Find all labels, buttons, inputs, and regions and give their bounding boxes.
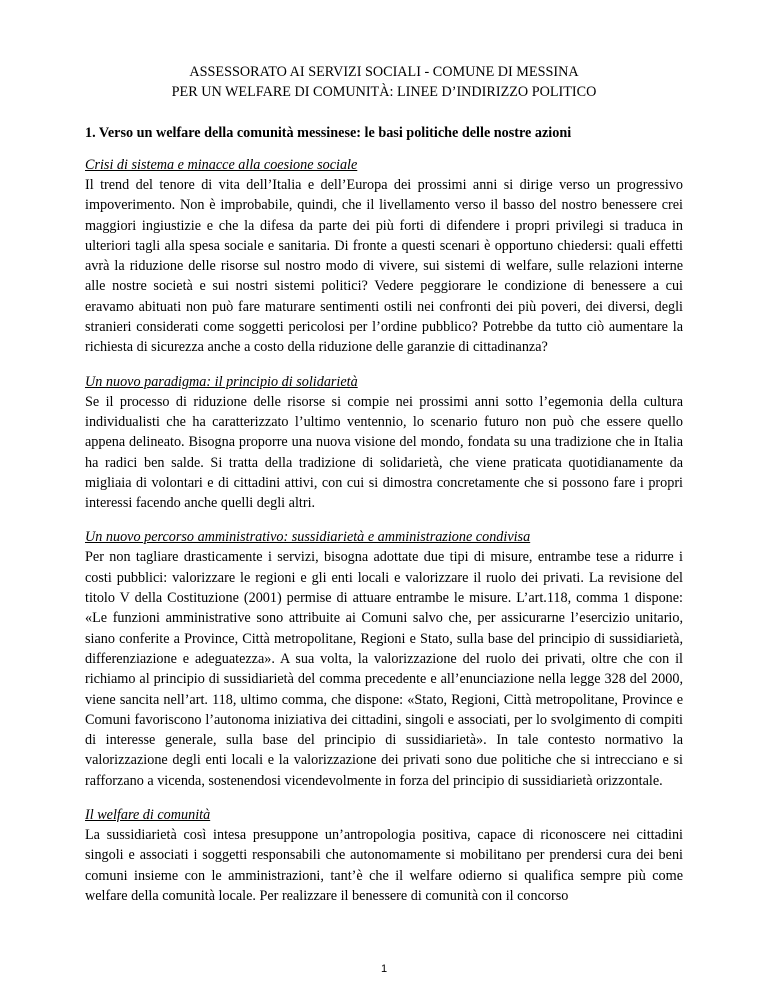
header-line-2: PER UN WELFARE DI COMUNITÀ: LINEE D’INDIRIZZO POLITICO bbox=[171, 84, 597, 100]
section-heading: 1. Verso un welfare della comunità messinese: le basi politiche delle nostre azioni bbox=[85, 125, 572, 141]
subsection-percorso bbox=[85, 527, 683, 791]
header-line-1: ASSESSORATO AI SERVIZI SOCIALI - COMUNE DI MESSINA bbox=[189, 64, 579, 80]
subsection-paradigma bbox=[85, 372, 683, 514]
subsection-welfare bbox=[85, 805, 683, 906]
subsection-title: Il welfare di comunità bbox=[85, 807, 211, 824]
subsection-body: Se il processo di riduzione delle risorse si compie nei prossimi anni sotto l’egemonia della cultura individualisti che ha caratterizzato l’ultimo ventennio, lo scenario futuro non può che essere quello appena delineato. Bisogna proporre una nuova visione del mondo, fondata su una tradizione che in Italia ha radici ben salde. Si tratta della tradizione di solidarietà, che viene praticata quotidianamente da migliaia di volontari e di cittadini attivi, con cui si dimostra concretamente che si possono fare i propri interessi facendo anche quelli degli altri. bbox=[85, 393, 683, 512]
subsection-body: La sussidiarietà così intesa presuppone un’antropologia positiva, capace di riconoscere nei cittadini singoli e associati i soggetti responsabili che autonomamente si mobilitano per prendersi cura dei beni comuni insieme con le amministrazioni, tant’è che il welfare odierno si qualifica sempre più come welfare della comunità locale. Per realizzare il benessere di comunità con il concorso bbox=[85, 827, 683, 904]
subsection-title: Un nuovo percorso amministrativo: sussidiarietà e amministrazione condivisa bbox=[85, 529, 531, 546]
document-header bbox=[85, 62, 683, 102]
subsection-crisi bbox=[85, 155, 683, 358]
subsection-body: Per non tagliare drasticamente i servizi, bisogna adottate due tipi di misure, entrambe tese a ridurre i costi pubblici: valorizzare le regioni e gli enti locali e valorizzare il ruolo dei privati. La revisione del titolo V della Costituzione (2001) permise di attuare entrambe le misure. L’art.118, comma 1 dispone: «Le funzioni amministrative sono attribuite ai Comuni salvo che, per assicurarne l’esercizio unitario, siano conferite a Province, Città metropolitane, Regioni e Stato, sulla base del principio di sussidiarietà, differenziazione e adeguatezza». A sua volta, la valorizzazione del ruolo dei privati, oltre che con il richiamo al principio di sussidiarietà del comma precedente e all’enunciazione nella legge 328 del 2000, viene sancita nell’art. 118, ultimo comma, che dispone: «Stato, Regioni, Città metropolitane, Province e Comuni favoriscono l’autonoma iniziativa dei cittadini, singoli e associati, per lo svolgimento di compiti di interesse generale, sulla base del principio di sussidiarietà». In tale contesto normativo la valorizzazione degli enti locali e la valorizzazione dei privati sono due politiche che si intrecciano e si rafforzano a vicenda, sostenendosi vicendevolmente in forza del principio di sussidiarietà orizzontale. bbox=[85, 549, 683, 789]
subsection-title: Crisi di sistema e minacce alla coesione sociale bbox=[85, 157, 358, 173]
page-number: 1 bbox=[380, 963, 388, 975]
subsection-title: Un nuovo paradigma: il principio di solidarietà bbox=[85, 373, 358, 390]
subsection-body: Il trend del tenore di vita dell’Italia e dell’Europa dei prossimi anni si dirige verso un progressivo impoverimento. Non è improbabile, quindi, che il livellamento verso il basso del nostro benessere crei maggiori ingiustizie e che la difesa da parte dei più forti di difendere i propri privilegi si traduca in ulteriori tagli alla spesa sociale e sanitaria. Di fronte a questi scenari è opportuno chiedersi: quali effetti avrà la riduzione delle risorse sul nostro modo di vivere, sui sistemi di welfare, sulle relazioni interne alle nostre società e sui nostri sistemi politici? Vedere peggiorare le condizione di benessere a cui eravamo abituati non può fare maturare sentimenti ostili nei confronti dei più poveri, dei diversi, degli stranieri considerati come soggetti pericolosi per l’ordine pubblico? Potrebbe da tutto ciò aumentare la richiesta di sicurezza anche a costo della riduzione delle garanzie di cittadinanza? bbox=[85, 177, 683, 356]
